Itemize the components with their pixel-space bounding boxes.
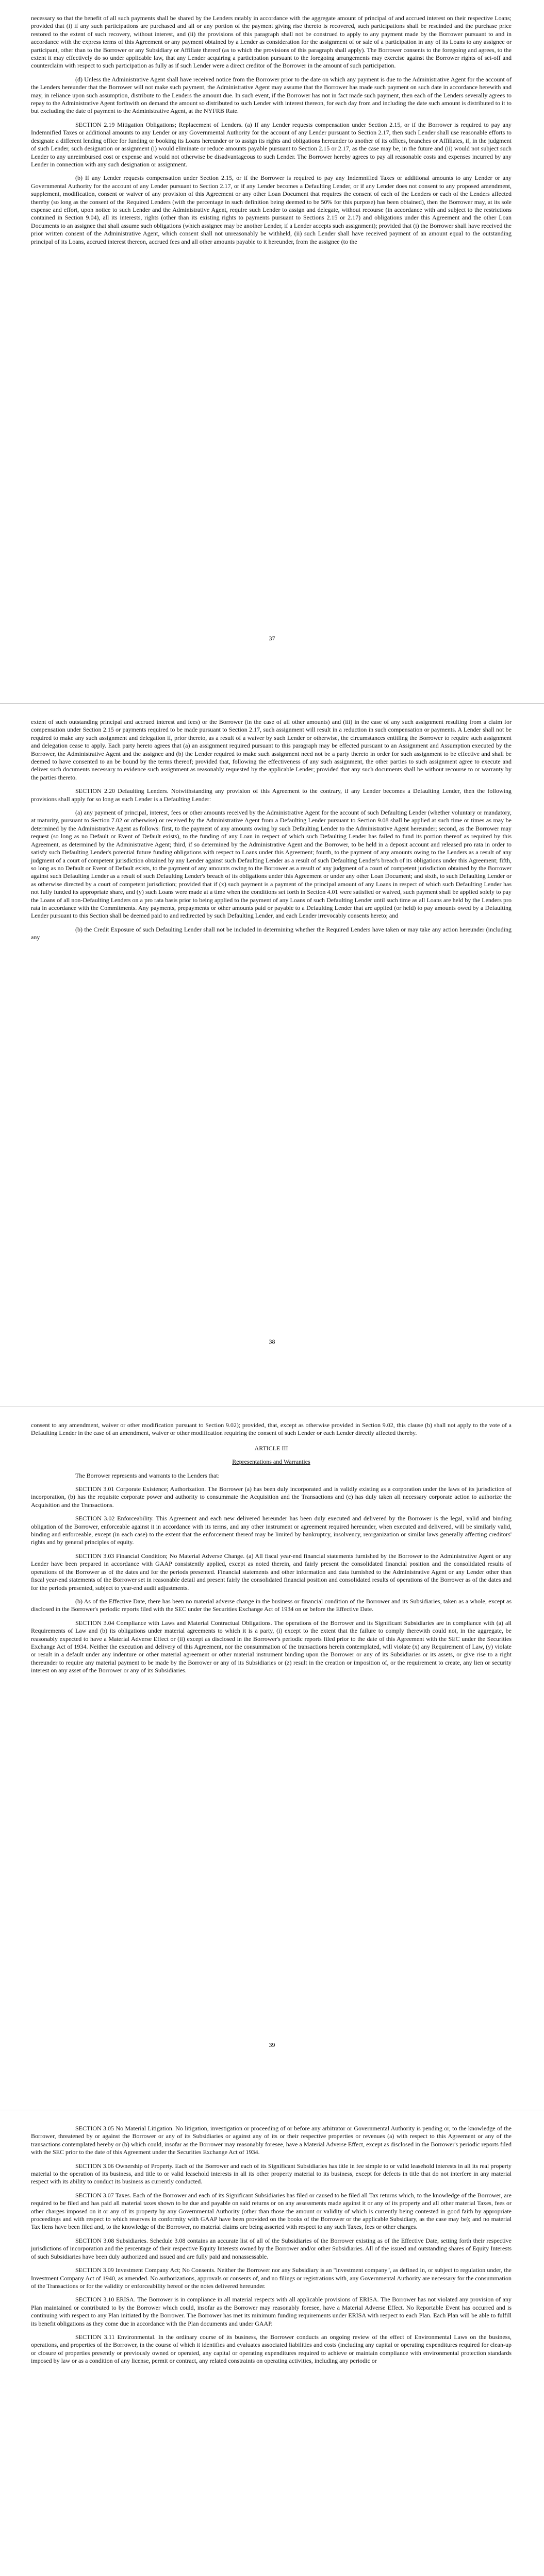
paragraph: (b) the Credit Exposure of such Defaulting Lender shall not be included in determining whether the Required Lenders have taken or may take any action hereunder (including any [31,925,512,941]
page [0,0,544,703]
page-number: 37 [269,635,275,642]
page-body [31,2125,512,2371]
page-body [31,14,512,251]
section-paragraph: SECTION 2.19 Mitigation Obligations; Replacement of Lenders. (a) If any Lender requests compensation under Section 2.15, or if the Borrower is required to pay any Indemnified Taxes or additional amounts to any Lender or any Governmental Authority for the account of any Lender pursuant to Section 2.17, then such Lender shall use reasonable efforts to designate a different lending office for funding or booking its Loans hereunder or to assign its rights and obligations hereunder to another of its offices, branches or Affiliates, if, in the judgment of such Lender, such designation or assignment (i) would eliminate or reduce amounts payable pursuant to Section 2.15 or 2.17, as the case may be, in the future and (ii) would not subject such Lender to any unreimbursed cost or expense and would not otherwise be disadvantageous to such Lender. The Borrower hereby agrees to pay all reasonable costs and expenses incurred by any Lender in connection with any such designation or assignment. [31,121,512,168]
page-body [31,1421,512,1681]
section-paragraph: SECTION 2.20 Defaulting Lenders. Notwithstanding any provision of this Agreement to the contrary, if any Lender becomes a Defaulting Lender, then the following provisions shall apply for so long as such Lender is a Defaulting Lender: [31,787,512,803]
page-body [31,718,512,947]
article-title: Representations and Warranties [232,1458,310,1466]
page [0,703,544,1406]
paragraph: (b) If any Lender requests compensation under Section 2.15, or if the Borrower is required to pay any Indemnified Taxes or additional amounts to any Lender or any Governmental Authority for the account of any Lender pursuant to Section 2.17, or if any Lender becomes a Defaulting Lender, or if any Lender does not consent to any proposed amendment, supplement, modification, consent or waiver of any provision of this Agreement or any other Loan Document that requires the consent of each of the Lenders or each of the Lenders affected thereby (so long as the consent of the Required Lenders (with the percentage in such definition being deemed to be 50% for this purpose) has been obtained), then the Borrower may, at its sole expense and effort, upon notice to such Lender and the Administrative Agent, require such Lender to assign and delegate, without recourse (in accordance with and subject to the restrictions contained in Section 9.04), all its interests, rights (other than its existing rights to payments pursuant to Sections 2.15 or 2.17) and obligations under this Agreement and the other Loan Documents to an assignee that shall assume such obligations (which assignee may be another Lender, if a Lender accepts such assignment); provided that (i) the Borrower shall have received the prior written consent of the Administrative Agent, which consent shall not unreasonably be withheld, (ii) such Lender shall have received payment of an amount equal to the outstanding principal of its Loans, accrued interest thereon, accrued fees and all other amounts payable to it hereunder, from the assignee (to the [31,174,512,245]
section-paragraph: SECTION 3.05 No Material Litigation. No litigation, investigation or proceeding of or before any arbitrator or Governmental Authority is pending or, to the knowledge of the Borrower, threatened by or against the Borrower or any of its Subsidiaries or against any of its or their respective properties or revenues (a) with respect to this Agreement or any of the transactions contemplated hereby or (b) which could, insofar as the Borrower may reasonably foresee, have a Material Adverse Effect, except as disclosed in the Borrower's periodic reports filed with the SEC prior to the date of this Agreement under the Securities Exchange Act of 1934. [31,2125,512,2156]
section-paragraph: SECTION 3.01 Corporate Existence; Authorization. The Borrower (a) has been duly incorporated and is validly existing as a corporation under the laws of its jurisdiction of incorporation, (b) has the requisite corporate power and authority to consummate the Acquisition and the Transactions and (c) has duly taken all necessary corporate action to authorize the Acquisition and the Transactions. [31,1485,512,1509]
page [0,2110,544,2576]
paragraph: extent of such outstanding principal and accrued interest and fees) or the Borrower (in the case of all other amounts) and (iii) in the case of any such assignment resulting from a claim for compensation under Section 2.15 or payments required to be made pursuant to Section 2.17, such assignment will result in a reduction in such compensation or payments. A Lender shall not be required to make any such assignment and delegation if, prior thereto, as a result of a waiver by such Lender or otherwise, the circumstances entitling the Borrower to require such assignment and delegation cease to apply. Each party hereto agrees that (a) an assignment required pursuant to this paragraph may be effected pursuant to an Assignment and Assumption executed by the Borrower, the Administrative Agent and the assignee and (b) the Lender required to make such assignment need not be a party thereto in order for such assignment to be effective and shall be deemed to have consented to an be bound by the terms thereof; provided that, following the effectiveness of any such assignment, the other parties to such assignment agree to execute and deliver such documents necessary to evidence such assignment as reasonably requested by the applicable Lender; provided that any such documents shall be without recourse to or warranty by the parties thereto. [31,718,512,781]
section-paragraph: SECTION 3.09 Investment Company Act; No Consents. Neither the Borrower nor any Subsidiary is an "investment company", as defined in, or subject to regulation under, the Investment Company Act of 1940, as amended. No authorizations, approvals or consents of, and no filings or registrations with, any Governmental Authority are necessary for the consummation of the Transactions or for the validity or enforceability hereof or the notes delivered hereunder. [31,2266,512,2290]
page [0,1406,544,2110]
section-paragraph: SECTION 3.06 Ownership of Property. Each of the Borrower and each of its Significant Subsidiaries has title in fee simple to or valid leasehold interests in all its real property material to the operation of its business, and title to or valid leasehold interests in all its other property material to its business, except for defects in title that do not interfere in any material respect with its ability to conduct its business as currently conducted. [31,2162,512,2185]
article-heading: ARTICLE III [254,1444,288,1452]
paragraph: The Borrower represents and warrants to the Lenders that: [75,1471,220,1479]
section-paragraph: SECTION 3.11 Environmental. In the ordinary course of its business, the Borrower conducts an ongoing review of the effect of Environmental Laws on the business, operations, and properties of the Borrower, in the course of which it identifies and evaluates associated liabilities and costs (including any capital or operating expenditures required for clean-up or closure of properties presently or previously owned or operated, any capital or operating expenditures required to achieve or maintain compliance with environmental protection standards imposed by law or as a condition of any license, permit or contract, any related constraints on operating activities, including any periodic or [31,2333,512,2365]
paragraph: necessary so that the benefit of all such payments shall be shared by the Lenders ratably in accordance with the aggregate amount of principal of and accrued interest on their respective Loans; provided that (i) if any such participations are purchased and all or any portion of the payment giving rise thereto is recovered, such participations shall be rescinded and the purchase price restored to the extent of such recovery, without interest, and (ii) the provisions of this paragraph shall not be construed to apply to any payment made by the Borrower pursuant to and in accordance with the express terms of this Agreement or any payment obtained by a Lender as consideration for the assignment of or sale of a participation in any of its Loans to any assignee or participant, other than to the Borrower or any Subsidiary or Affiliate thereof (as to which the provisions of this paragraph shall apply). The Borrower consents to the foregoing and agrees, to the extent it may effectively do so under applicable law, that any Lender acquiring a participation pursuant to the foregoing arrangements may exercise against the Borrower rights of set-off and counterclaim with respect to such participation as fully as if such Lender were a direct creditor of the Borrower in the amount of such participation. [31,14,512,70]
section-paragraph: SECTION 3.02 Enforceability. This Agreement and each new delivered hereunder has been duly executed and delivered by the Borrower is the legal, valid and binding obligation of the Borrower, enforceable against it in accordance with its terms, and any other instrument or agreement required hereunder, when executed and delivered, will be similarly valid, binding and enforceable, except (in each case) to the extent that the enforcement thereof may be limited by bankruptcy, insolvency, reorganization or similar laws generally affecting creditors' rights and by general principles of equity. [31,1515,512,1546]
section-paragraph: SECTION 3.10 ERISA. The Borrower is in compliance in all material respects with all applicable provisions of ERISA. The Borrower has not violated any provision of any Plan maintained or contributed to by the Borrower which could, insofar as the Borrower may reasonably foresee, have a Material Adverse Effect. No Reportable Event has occurred and is continuing with respect to any Plan initiated by the Borrower. The Borrower has met its minimum funding requirements under ERISA with respect to each Plan. Each Plan will be able to fulfill its benefit obligations as they come due in accordance with the Plan documents and under GAAP. [31,2296,512,2327]
section-paragraph: SECTION 3.07 Taxes. Each of the Borrower and each of its Significant Subsidiaries has filed or caused to be filed all Tax returns which, to the knowledge of the Borrower, are required to be filed and has paid all material taxes shown to be due and payable on said returns or on any assessments made against it or any of its property and all other material Taxes, fees or other charges imposed on it or any of its property by any Governmental Authority (other than those the amount or validity of which is currently being contested in good faith by appropriate proceedings and with respect to which reserves in conformity with GAAP have been provided on the books of the Borrower or the applicable Subsidiary, as the case may be); and no material Tax liens have been filed and, to the knowledge of the Borrower, no material claims are being asserted with respect to any such Taxes, fees or other charges. [31,2191,512,2231]
section-paragraph: SECTION 3.04 Compliance with Laws and Material Contractual Obligations. The operations of the Borrower and its Significant Subsidiaries are in compliance with (a) all Requirements of Law and (b) its obligations under material agreements to which it is a party, (i) except to the extent that the failure to comply therewith could not, in the aggregate, be reasonably expected to have a Material Adverse Effect or (ii) except as disclosed in the Borrower's periodic reports filed prior to the date of this Agreement with the SEC under the Securities Exchange Act of 1934. Neither the execution and delivery of this Agreement, nor the consummation of the transactions herein contemplated, will violate (x) any Requirement of Law, (y) violate or result in a default under any indenture or other material agreement or other material instrument binding upon the Borrower or any of its Subsidiaries or its assets, or give rise to a right thereunder to require any material payment to be made by the Borrower or any of its Subsidiaries or (z) result in the creation or imposition of, or the requirement to create, any lien or security interest on any asset of the Borrower or any of its Subsidiaries. [31,1619,512,1674]
paragraph: (d) Unless the Administrative Agent shall have received notice from the Borrower prior to the date on which any payment is due to the Administrative Agent for the account of the Lenders hereunder that the Borrower will not make such payment, the Administrative Agent may assume that the Borrower has made such payment on such date in accordance herewith and may, in reliance upon such assumption, distribute to the Lenders the amount due. In such event, if the Borrower has not in fact made such payment, then each of the Lenders severally agrees to repay to the Administrative Agent forthwith on demand the amount so distributed to such Lender with interest thereon, for each day from and including the date such amount is distributed to it to but excluding the date of payment to the Administrative Agent, at the NYFRB Rate. [31,75,512,115]
paragraph: (b) As of the Effective Date, there has been no material adverse change in the business or financial condition of the Borrower and its Subsidiaries, taken as a whole, except as disclosed in the Borrower's periodic reports filed with the SEC under the Securities Exchange Act of 1934 on or before the Effective Date. [31,1597,512,1613]
page-number: 38 [269,1338,275,1345]
paragraph: (a) any payment of principal, interest, fees or other amounts received by the Administrative Agent for the account of such Defaulting Lender (whether voluntary or mandatory, at maturity, pursuant to Section 7.02 or otherwise) or received by the Administrative Agent from a Defaulting Lender pursuant to Section 9.08 shall be applied at such time or times as may be determined by the Administrative Agent as follows: first, to the payment of any amounts owing by such Defaulting Lender to the Administrative Agent hereunder; second, as the Borrower may request (so long as no Default or Event of Default exists), to the funding of any Loan in respect of which such Defaulting Lender has failed to fund its portion thereof as required by this Agreement, as determined by the Administrative Agent; third, if so determined by the Administrative Agent and the Borrower, to be held in a deposit account and released pro rata in order to satisfy such Defaulting Lender's potential future funding obligations with respect to Loans under this Agreement; fourth, to the payment of any amounts owing to the Lenders as a result of any judgment of a court of competent jurisdiction obtained by any Lender against such Defaulting Lender as a result of such Defaulting Lender's breach of its obligations under this Agreement; fifth, so long as no Default or Event of Default exists, to the payment of any amounts owing to the Borrower as a result of any judgment of a court of competent jurisdiction obtained by the Borrower against such Defaulting Lender as a result of such Defaulting Lender's breach of its obligations under this Agreement or under any other Loan Document; and sixth, to such Defaulting Lender or as otherwise directed by a court of competent jurisdiction; provided that if (x) such payment is a payment of the principal amount of any Loans in respect of which such Defaulting Lender has not fully funded its appropriate share, and (y) such Loans were made at a time when the conditions set forth in Section 4.01 were satisfied or waived, such payment shall be applied solely to pay the Loans of all non-Defaulting Lenders on a pro rata basis prior to being applied to the payment of any Loans of such Defaulting Lender until such time as all Loans are held by the Lenders pro rata in accordance with the Commitments. Any payments, prepayments or other amounts paid or payable to a Defaulting Lender that are applied (or held) to pay amounts owed by a Defaulting Lender pursuant to this Section shall be deemed paid to and redirected by such Defaulting Lender, and each Lender irrevocably consents hereto; and [31,809,512,920]
section-paragraph: SECTION 3.03 Financial Condition; No Material Adverse Change. (a) All fiscal year-end financial statements furnished by the Borrower to the Administrative Agent or any Lender have been prepared in accordance with GAAP consistently applied, except as noted therein, and fairly present the consolidated financial position and the consolidated results of operations of the Borrower as of the dates and for the periods presented. Financial statements and other information and data furnished to the Administrative Agent or any Lender other than fiscal year-end statements of the Borrower set in reasonable detail and present fairly the consolidated financial position and consolidated results of operations of the Borrower as of the dates and for the periods presented, subject to year-end audit adjustments. [31,1552,512,1591]
paragraph: consent to any amendment, waiver or other modification pursuant to Section 9.02); provided, that, except as otherwise provided in Section 9.02, this clause (b) shall not apply to the vote of a Defaulting Lender in the case of an amendment, waiver or other modification requiring the consent of such Lender or each Lender directly affected thereby. [31,1421,512,1437]
page-number: 39 [269,2041,275,2048]
section-paragraph: SECTION 3.08 Subsidiaries. Schedule 3.08 contains an accurate list of all of the Subsidiaries of the Borrower existing as of the Effective Date, setting forth their respective jurisdictions of incorporation and the percentage of their respective Equity Interests owned by the Borrower and/or other Subsidiaries. All of the issued and outstanding shares of Equity Interests of such Subsidiaries have been duly authorized and issued and are fully paid and nonassessable. [31,2236,512,2260]
